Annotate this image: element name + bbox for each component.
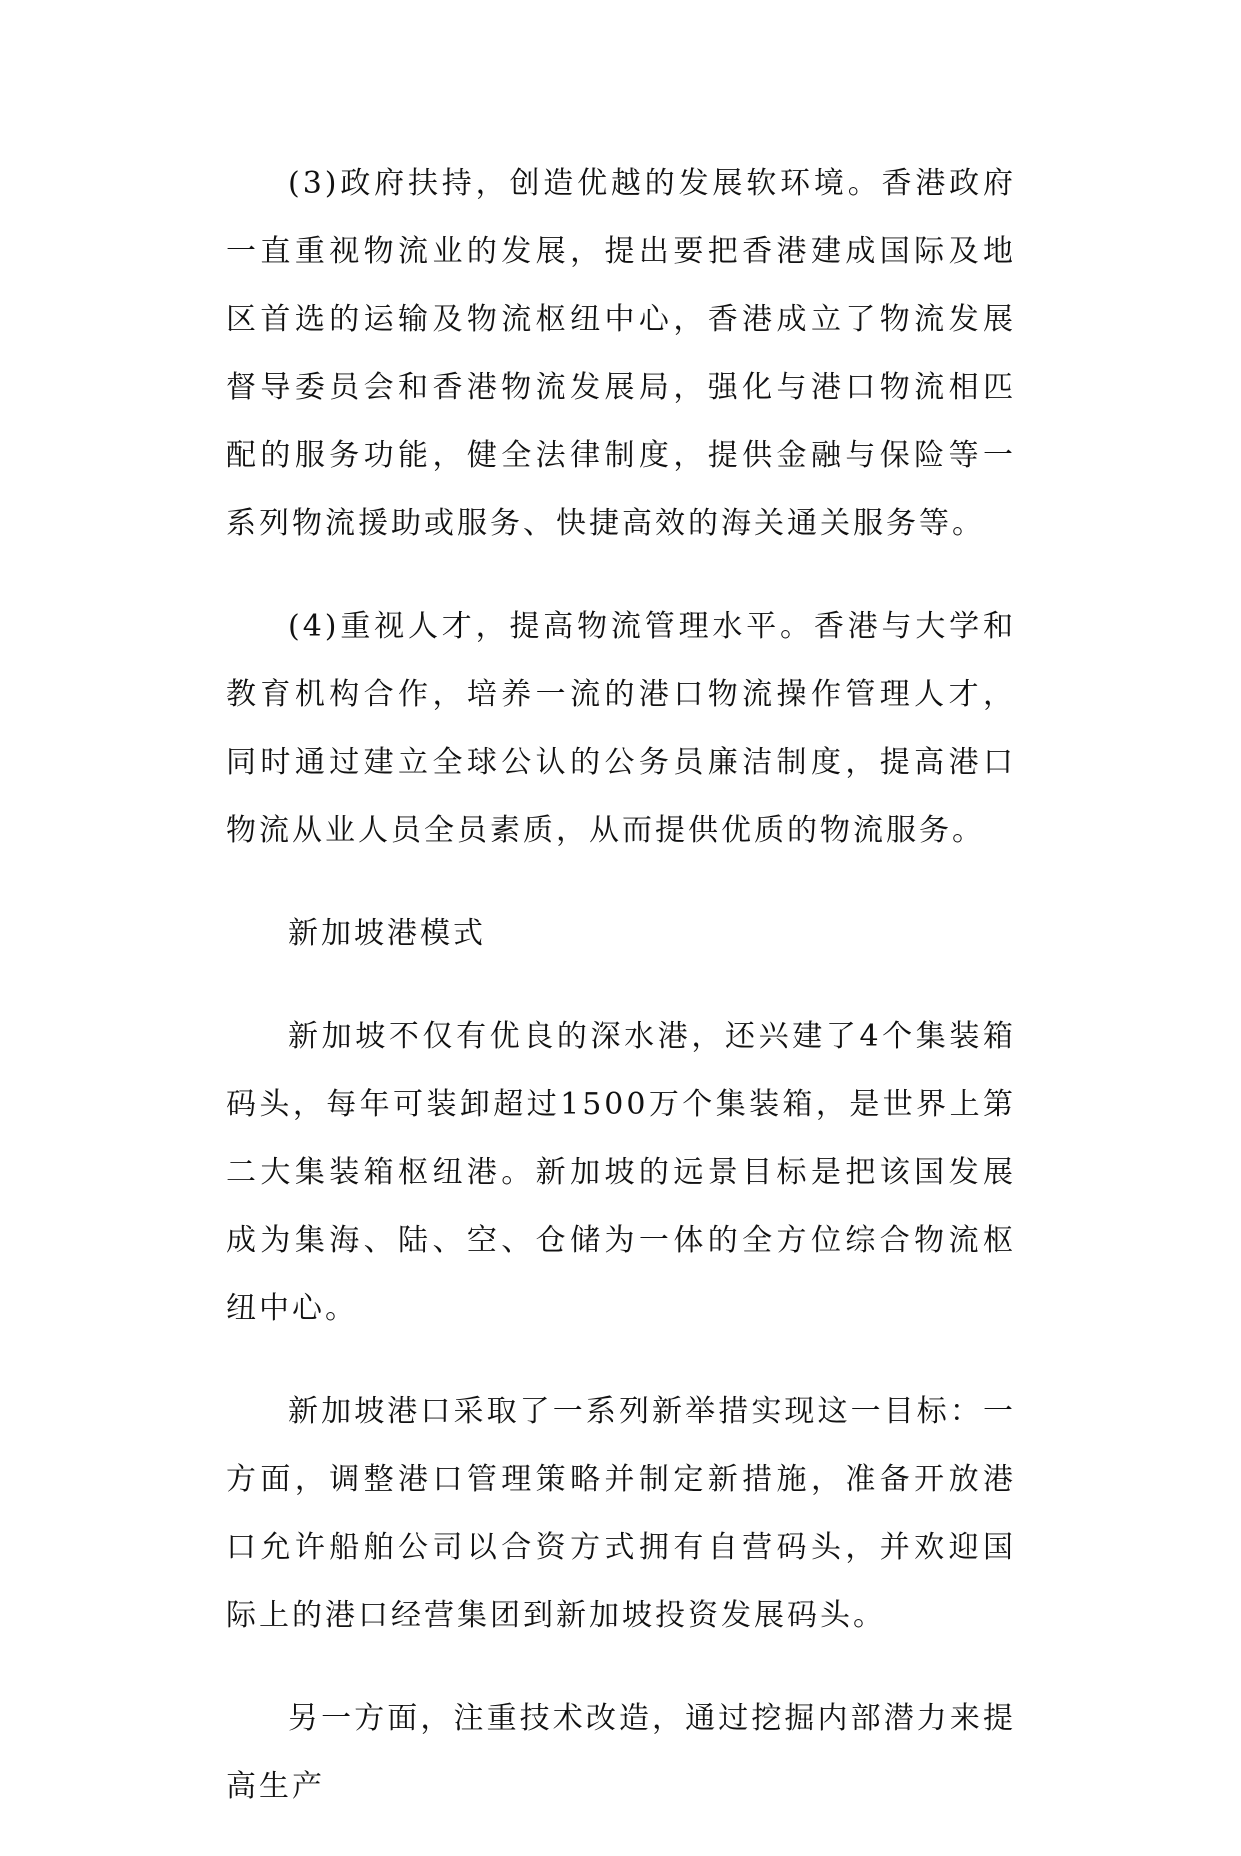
section-heading-singapore: 新加坡港模式 [288,916,486,951]
paragraph-government-support: (3)政府扶持，创造优越的发展软环境。香港政府一直重视物流业的发展，提出要把香港建成国际及地区首选的运输及物流枢纽中心，香港成立了物流发展督导委员会和香港物流发展局，强化与港口物流相匹配的服务功能，健全法律制度，提供金融与保险等一系列物流援助或服务、快捷高效的海关通关服务等。 [226,166,1016,541]
paragraph-singapore-measures: 新加坡港口采取了一系列新举措实现这一目标：一方面，调整港口管理策略并制定新措施，准备开放港口允许船舶公司以合资方式拥有自营码头，并欢迎国际上的港口经营集团到新加坡投资发展码头。 [226,1394,1016,1633]
paragraph-singapore-port: 新加坡不仅有优良的深水港，还兴建了4个集装箱码头，每年可装卸超过1500万个集装箱，是世界上第二大集装箱枢纽港。新加坡的远景目标是把该国发展成为集海、陆、空、仓储为一体的全方位综合物流枢纽中心。 [226,1019,1016,1326]
paragraph-technology: 另一方面，注重技术改造，通过挖掘内部潜力来提高生产 [226,1701,1016,1804]
document-body [226,150,1016,1856]
paragraph-talent: (4)重视人才，提高物流管理水平。香港与大学和教育机构合作，培养一流的港口物流操作管理人才，同时通过建立全球公认的公务员廉洁制度，提高港口物流从业人员全员素质，从而提供优质的物流服务。 [226,609,1016,848]
